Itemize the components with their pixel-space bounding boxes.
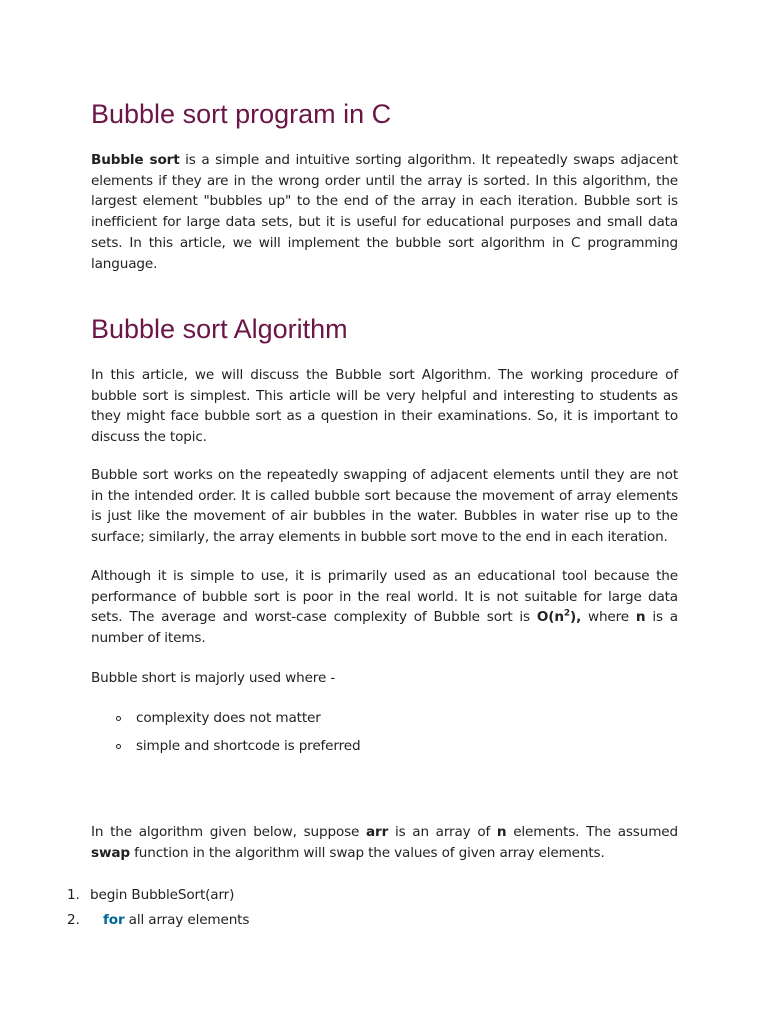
usage-list bbox=[91, 708, 678, 764]
n-term: n bbox=[496, 824, 507, 840]
code-text: for all array elements bbox=[103, 912, 250, 928]
paragraph-discussion: In this article, we will discuss the Bubble sort Algorithm. The working procedure of bubble sort is simplest. This article will be very helpful and interesting to students as they might face bubble sort as a question in their examinations. So, it is important to discuss the topic. bbox=[91, 367, 678, 446]
n-term: n bbox=[635, 609, 646, 626]
paragraph-usage-intro: Bubble short is majorly used where - bbox=[91, 670, 336, 686]
arr-term: arr bbox=[366, 824, 389, 840]
paragraph-how-it-works: Bubble sort works on the repeatedly swapping of adjacent elements until they are not in the intended order. It is called bubble sort because the movement of array elements is just like the movement of air bubbles in the water. Bubbles in water rise up to the surface; similarly, the array elements in bubble sort move to the end in each iteration. bbox=[91, 467, 678, 546]
circle-bullet-icon bbox=[116, 744, 121, 749]
swap-term: swap bbox=[91, 844, 130, 861]
paragraph-complexity: Although it is simple to use, it is primarily used as an educational tool because the performance of bubble sort is poor in the real world. It is not suitable for large data sets. The average and worst-case complexity of Bubble sort is $O(n^2)$, where n is a number of items. bbox=[91, 568, 678, 647]
circle-bullet-icon bbox=[116, 716, 121, 721]
intro-text: is a simple and intuitive sorting algorithm. It repeatedly swaps adjacent elements if they are in the wrong order until the array is sorted. In this algorithm, the largest element "bubbles up" to the end of the array in each iteration. Bubble sort is inefficient for large data sets, but it is useful for educational purposes and small data sets. In this article, we will implement the bubble sort algorithm in C programming language. bbox=[91, 152, 678, 272]
section-heading: Bubble sort Algorithm bbox=[91, 314, 348, 344]
page-title: Bubble sort program in C bbox=[91, 99, 392, 129]
intro-paragraph bbox=[91, 150, 678, 274]
code-text: begin BubbleSort(arr) bbox=[90, 887, 235, 903]
line-number: 1. bbox=[67, 887, 80, 903]
line-number: 2. bbox=[67, 912, 80, 928]
for-keyword: for bbox=[103, 912, 125, 928]
complexity-notation: $O(n^2)$, bbox=[536, 608, 582, 626]
bubble-sort-term: Bubble sort bbox=[91, 152, 180, 168]
list-item: simple and shortcode is preferred bbox=[91, 736, 678, 764]
paragraph-algorithm-intro: In the algorithm given below, suppose arr is an array of n elements. The assumed swap function in the algorithm will swap the values of given array elements. bbox=[91, 824, 678, 861]
list-item: complexity does not matter bbox=[91, 708, 678, 736]
